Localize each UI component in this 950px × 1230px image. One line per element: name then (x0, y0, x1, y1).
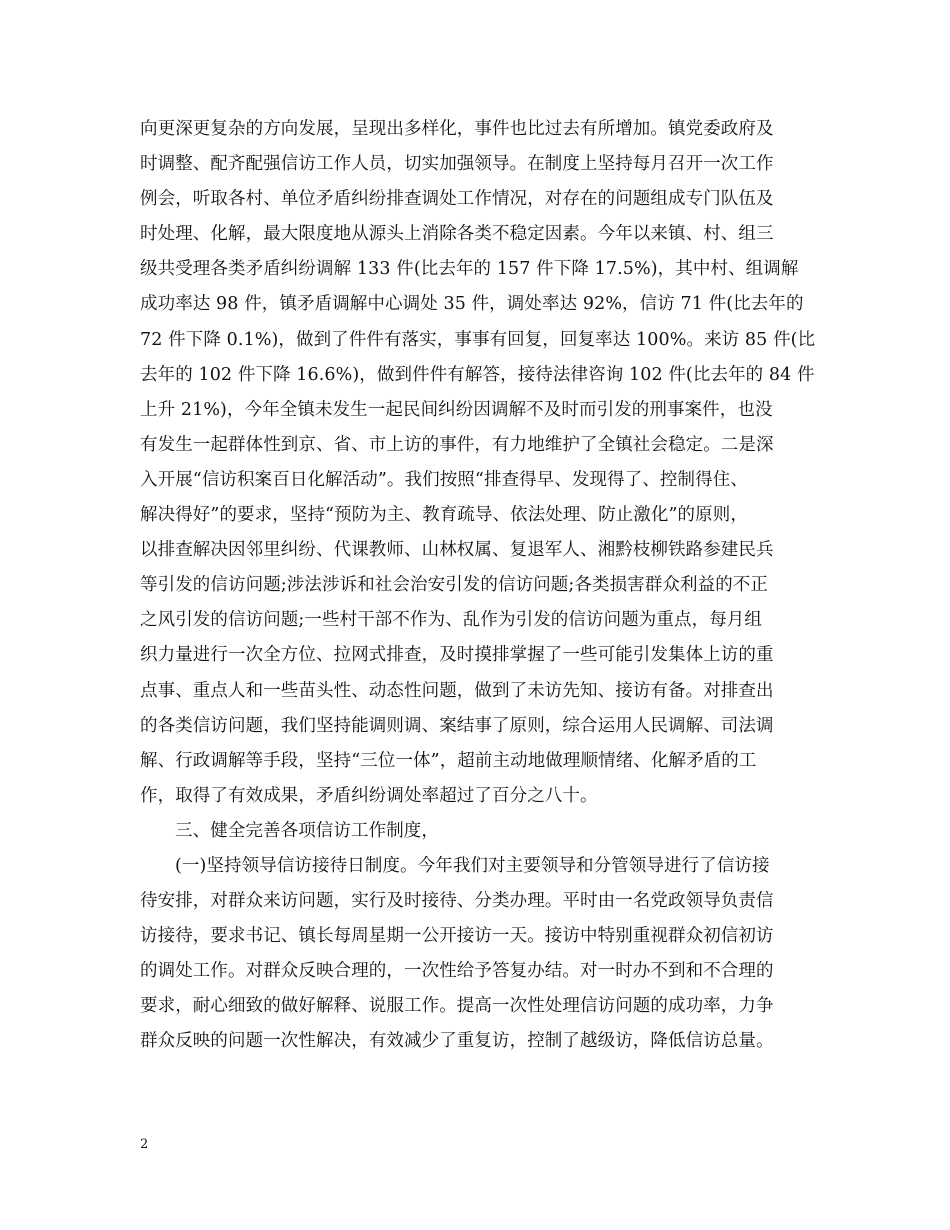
text-line: 去年的 102 件下降 16.6%)，做到件件有解答，接待法律咨询 102 件(比去年的 84 件 (140, 364, 815, 385)
paragraph-first-line: (一)坚持领导信访接待日制度。今年我们对主要领导和分管领导进行了信访接 (175, 855, 770, 876)
text-line: 向更深更复杂的方向发展，呈现出多样化，事件也比过去有所增加。镇党委政府及 (140, 119, 774, 139)
document-body (140, 112, 820, 1060)
text-line: 之风引发的信访问题;一些村干部不作为、乱作为引发的信访问题为重点，每月组 (140, 610, 762, 631)
page-number: 2 (140, 1137, 149, 1152)
text-line: 解、行政调解等手段，坚持“三位一体”，超前主动地做理顺情绪、化解矛盾的工 (140, 750, 757, 771)
text-line: 时调整、配齐配强信访工作人员，切实加强领导。在制度上坚持每月召开一次工作 (140, 154, 774, 175)
text-line: 成功率达 98 件，镇矛盾调解中心调处 35 件，调处率达 92%，信访 71 件(比去年的 (140, 294, 804, 315)
text-line: 群众反映的问题一次性解决，有效减少了重复访，控制了越级访，降低信访总量。 (140, 1031, 774, 1052)
text-line: 以排查解决因邻里纠纷、代课教师、山林权属、复退军人、湘黔枝柳铁路参建民兵 (140, 540, 774, 561)
text-line: 要求，耐心细致的做好解释、说服工作。提高一次性处理信访问题的成功率，力争 (140, 996, 774, 1017)
text-line: 等引发的信访问题;涉法涉诉和社会治安引发的信访问题;各类损害群众利益的不正 (140, 575, 768, 596)
text-line: 解决得好”的要求，坚持“预防为主、教育疏导、依法处理、防止激化”的原则， (140, 505, 748, 526)
text-line: 72 件下降 0.1%)，做到了件件有落实，事事有回复，回复率达 100%。来访 85 件(比 (140, 329, 816, 350)
text-line: 例会，听取各村、单位矛盾纠纷排查调处工作情况，对存在的问题组成专门队伍及 (140, 189, 774, 210)
text-line: 级共受理各类矛盾纠纷调解 133 件(比去年的 157 件下降 17.5%)，其中村、组调解 (140, 259, 799, 280)
text-line: 访接待，要求书记、镇长每周星期一公开接访一天。接访中特别重视群众初信初访 (140, 926, 774, 947)
text-line: 的各类信访问题，我们坚持能调则调、案结事了原则，综合运用人民调解、司法调 (140, 715, 774, 736)
text-line: 入开展“信访积案百日化解活动”。我们按照“排查得早、发现得了、控制得住、 (140, 469, 748, 490)
text-line: 有发生一起群体性到京、省、市上访的事件，有力地维护了全镇社会稳定。二是深 (140, 434, 774, 455)
text-line: 时处理、化解，最大限度地从源头上消除各类不稳定因素。今年以来镇、村、组三 (140, 224, 774, 245)
text-line: 的调处工作。对群众反映合理的，一次性给予答复办结。对一时办不到和不合理的 (140, 961, 774, 982)
text-line: 点事、重点人和一些苗头性、动态性问题，做到了未访先知、接访有备。对排查出 (140, 680, 774, 701)
text-line: 上升 21%)，今年全镇未发生一起民间纠纷因调解不及时而引发的刑事案件，也没 (140, 399, 773, 420)
text-line: 作，取得了有效成果，矛盾纠纷调处率超过了百分之八十。 (140, 785, 598, 806)
text-line: 织力量进行一次全方位、拉网式排查，及时摸排掌握了一些可能引发集体上访的重 (140, 645, 774, 666)
text-line: 待安排，对群众来访问题，实行及时接待、分类办理。平时由一名党政领导负责信 (140, 891, 774, 912)
section-heading: 三、健全完善各项信访工作制度， (175, 820, 439, 841)
